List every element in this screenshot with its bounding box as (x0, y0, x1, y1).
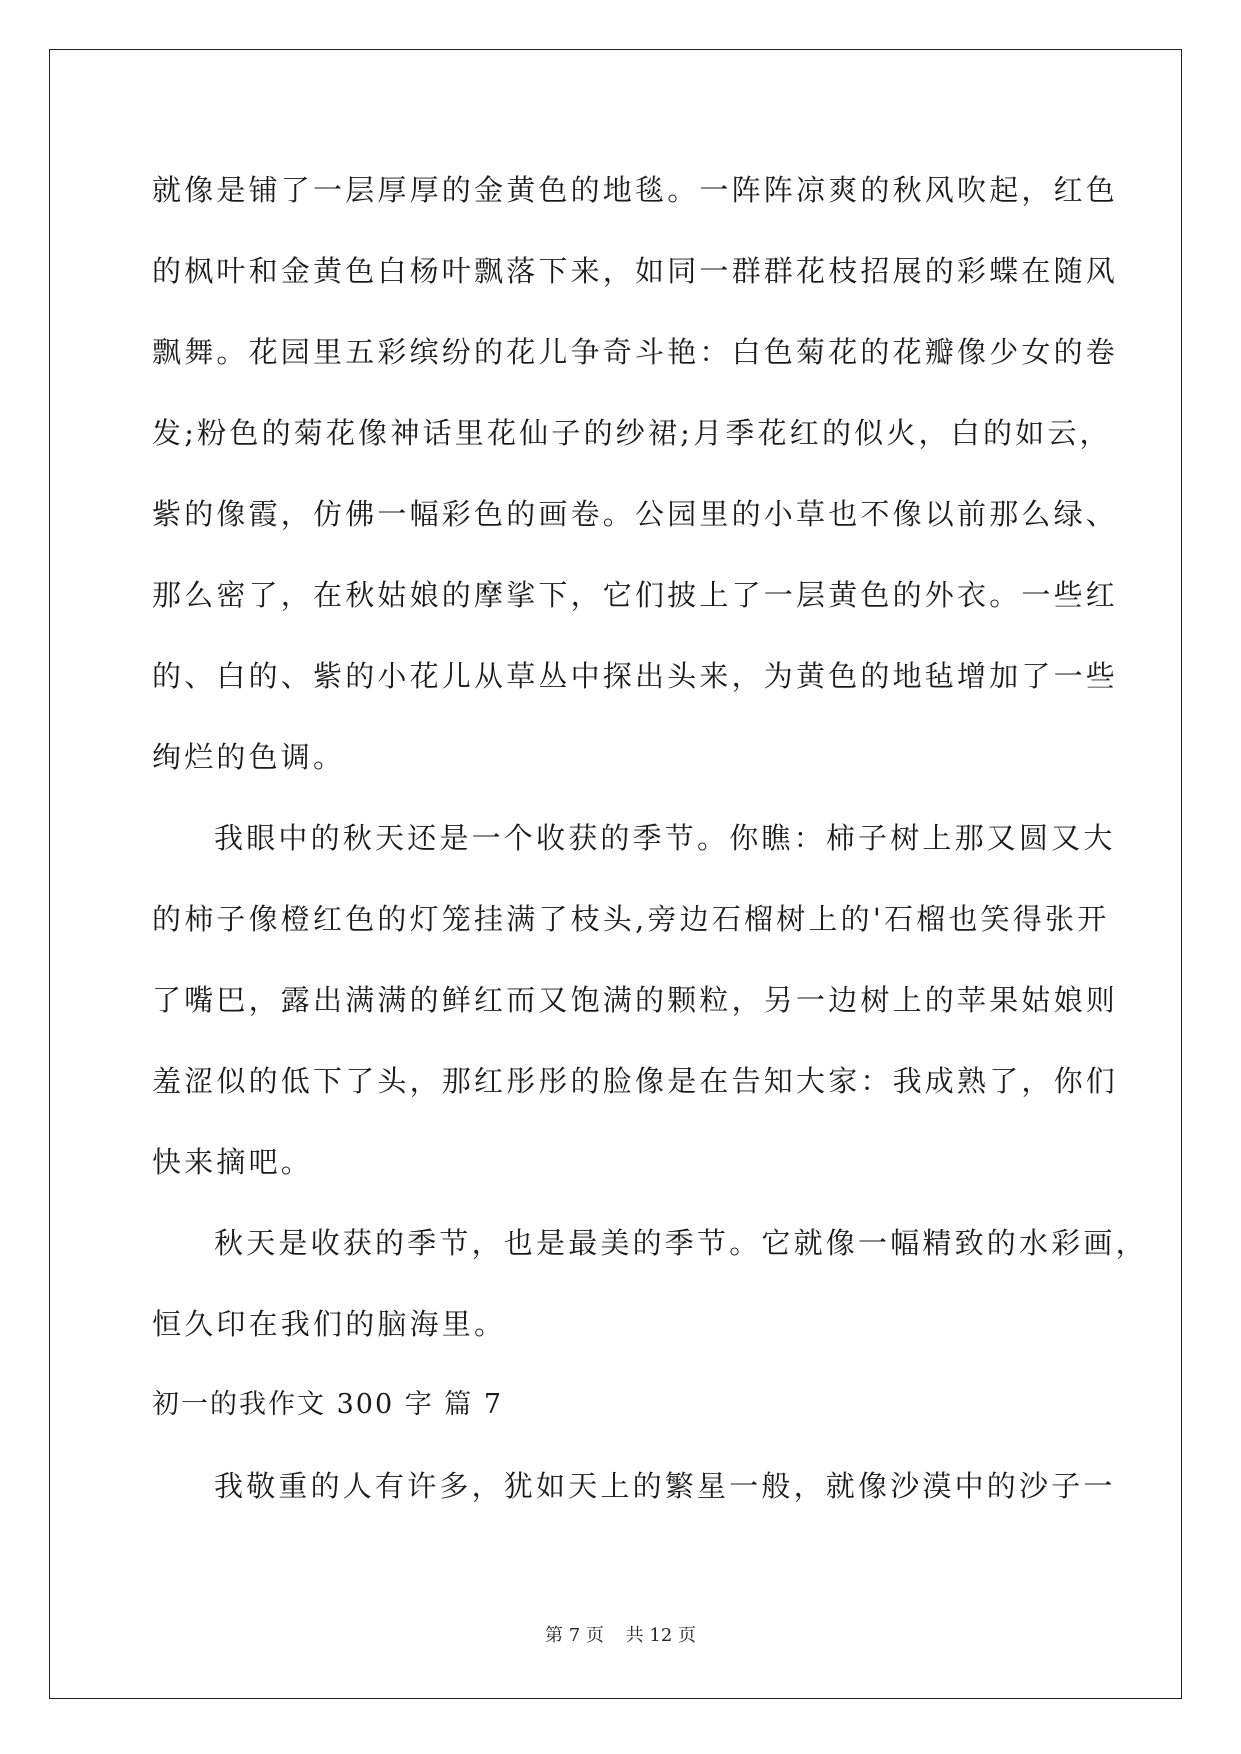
paragraph-start-line: 我敬重的人有许多，犹如天上的繁星一般，就像沙漠中的沙子一 (214, 1469, 1116, 1503)
text-line: 的柿子像橙红色的灯笼挂满了枝头,旁边石榴树上的'石榴也笑得张开 (152, 902, 1110, 936)
page-total: 共 12 页 (625, 1625, 696, 1646)
document-body (152, 160, 1148, 1537)
text-line: 的枫叶和金黄色白杨叶飘落下来，如同一群群花枝招展的彩蝶在随风 (152, 254, 1119, 288)
page-footer (0, 1621, 1241, 1647)
text-line: 羞涩似的低下了头，那红彤彤的脸像是在告知大家：我成熟了，你们 (152, 1064, 1119, 1098)
text-line: 发;粉色的菊花像神话里花仙子的纱裙;月季花红的似火，白的如云， (152, 416, 1112, 450)
paragraph-start-line: 秋天是收获的季节，也是最美的季节。它就像一幅精致的水彩画， (214, 1226, 1148, 1260)
text-line: 的、白的、紫的小花儿从草丛中探出头来，为黄色的地毡增加了一些 (152, 659, 1119, 693)
text-line: 就像是铺了一层厚厚的金黄色的地毯。一阵阵凉爽的秋风吹起，红色 (152, 173, 1119, 207)
text-line: 绚烂的色调。 (152, 740, 346, 774)
section-heading: 初一的我作文 300 字 篇 7 (152, 1389, 504, 1420)
text-line: 飘舞。花园里五彩缤纷的花儿争奇斗艳：白色菊花的花瓣像少女的卷 (152, 335, 1119, 369)
text-line: 紫的像霞，仿佛一幅彩色的画卷。公园里的小草也不像以前那么绿、 (152, 497, 1119, 531)
text-line: 了嘴巴，露出满满的鲜红而又饱满的颗粒，另一边树上的苹果姑娘则 (152, 983, 1119, 1017)
text-line: 那么密了，在秋姑娘的摩挲下，它们披上了一层黄色的外衣。一些红 (152, 578, 1119, 612)
page-number: 第 7 页 (545, 1625, 604, 1646)
text-line: 恒久印在我们的脑海里。 (152, 1307, 507, 1341)
paragraph-start-line: 我眼中的秋天还是一个收获的季节。你瞧：柿子树上那又圆又大 (214, 821, 1116, 855)
text-line: 快来摘吧。 (152, 1145, 314, 1179)
